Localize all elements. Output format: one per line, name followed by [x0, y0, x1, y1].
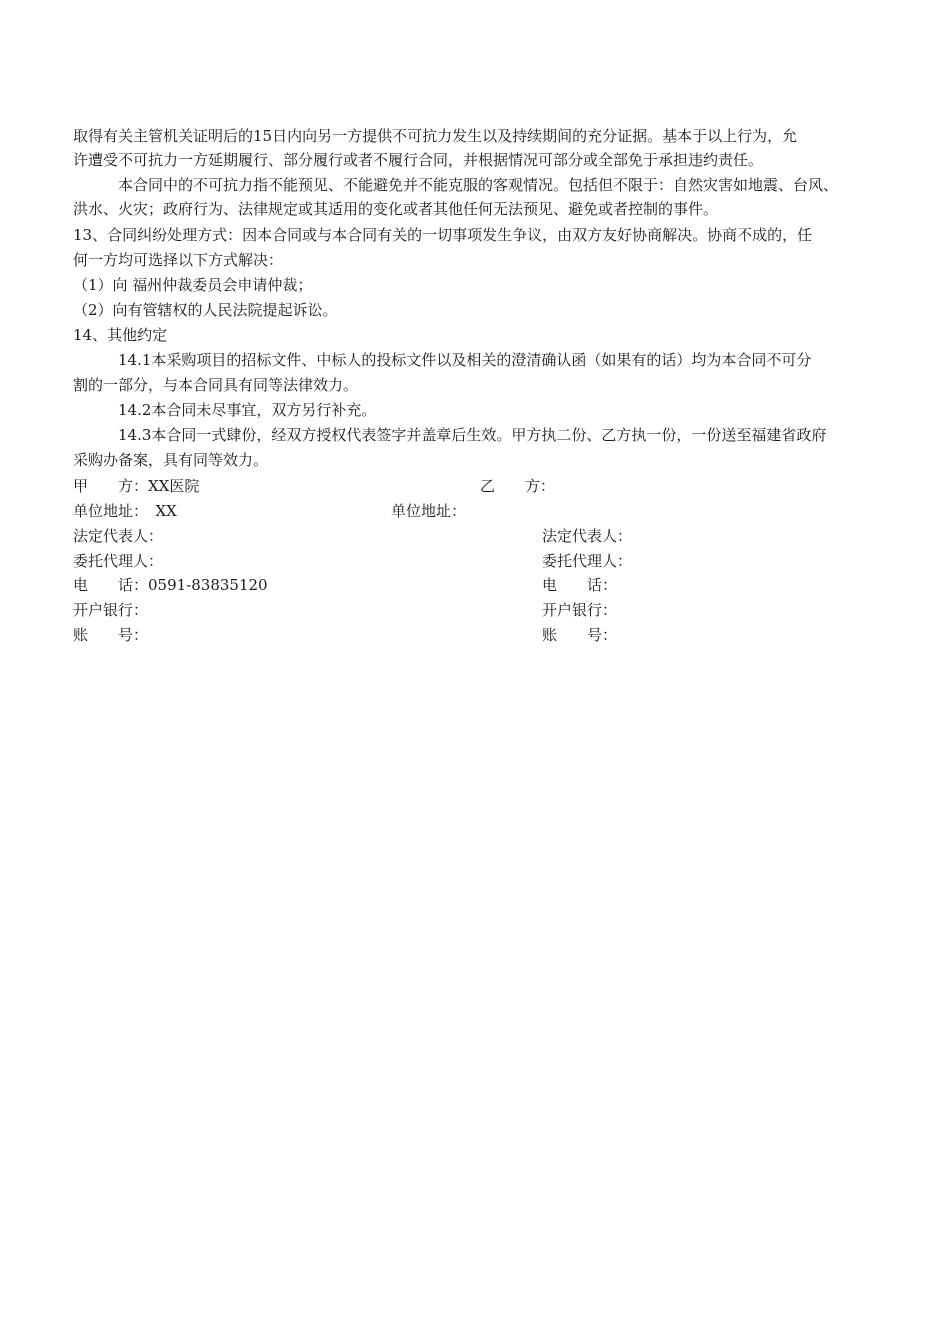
- clause12-text-line2: 许遭受不可抗力一方延期履行、部分履行或者不履行合同，并根据情况可部分或全部免于承担违约责任。: [73, 151, 764, 169]
- clause13-text-line1: 13、合同纠纷处理方式：因本合同或与本合同有关的一切事项发生争议，由双方友好协商解决。协商不成的，任: [73, 226, 813, 244]
- party-b-bank: 开户银行：: [542, 601, 618, 619]
- clause14-item1-line1: 14.1本采购项目的招标文件、中标人的投标文件以及相关的澄清确认函（如果有的话）均为本合同不可分: [118, 351, 812, 369]
- dispute-option-arbitration: （1）向 福州仲裁委员会申请仲裁；: [73, 276, 313, 294]
- clause14-item1-line2: 割的一部分，与本合同具有同等法律效力。: [73, 376, 359, 394]
- dispute-option-litigation: （2）向有管辖权的人民法院提起诉讼。: [73, 301, 338, 319]
- clause14-item3-line2: 采购办备案，具有同等效力。: [73, 451, 269, 469]
- party-a-name: 甲 方：XX医院: [73, 477, 200, 495]
- clause14-heading: 14、其他约定: [73, 326, 168, 344]
- party-b-agent: 委托代理人：: [542, 552, 633, 570]
- party-a-bank: 开户银行：: [73, 601, 149, 619]
- party-a-legal-representative: 法定代表人：: [73, 527, 164, 545]
- clause14-item2: 14.2本合同未尽事宜，双方另行补充。: [118, 401, 377, 419]
- party-b-address: 单位地址：: [391, 502, 467, 520]
- party-a-phone: 电 话：0591-83835120: [73, 576, 268, 594]
- clause13-text-line2: 何一方均可选择以下方式解决：: [73, 251, 284, 269]
- party-a-agent: 委托代理人：: [73, 552, 164, 570]
- party-b-legal-representative: 法定代表人：: [542, 527, 633, 545]
- party-a-account: 账 号：: [73, 626, 149, 644]
- party-a-address: 单位地址： XX: [73, 502, 177, 520]
- force-majeure-definition-line1: 本合同中的不可抗力指不能预见、不能避免并不能克服的客观情况。包括但不限于：自然灾害如地震、台风、: [118, 176, 839, 194]
- party-b-account: 账 号：: [542, 626, 618, 644]
- party-b-phone: 电 话：: [542, 576, 618, 594]
- clause14-item3-line1: 14.3本合同一式肆份，经双方授权代表签字并盖章后生效。甲方执二份、乙方执一份，一份送至福建省政府: [118, 426, 827, 444]
- force-majeure-definition-line2: 洪水、火灾；政府行为、法律规定或其适用的变化或者其他任何无法预见、避免或者控制的事件。: [73, 200, 719, 218]
- clause12-text-line1: 取得有关主管机关证明后的15日内向另一方提供不可抗力发生以及持续期间的充分证据。基本于以上行为，允: [73, 127, 798, 145]
- party-b-name: 乙 方：: [480, 477, 556, 495]
